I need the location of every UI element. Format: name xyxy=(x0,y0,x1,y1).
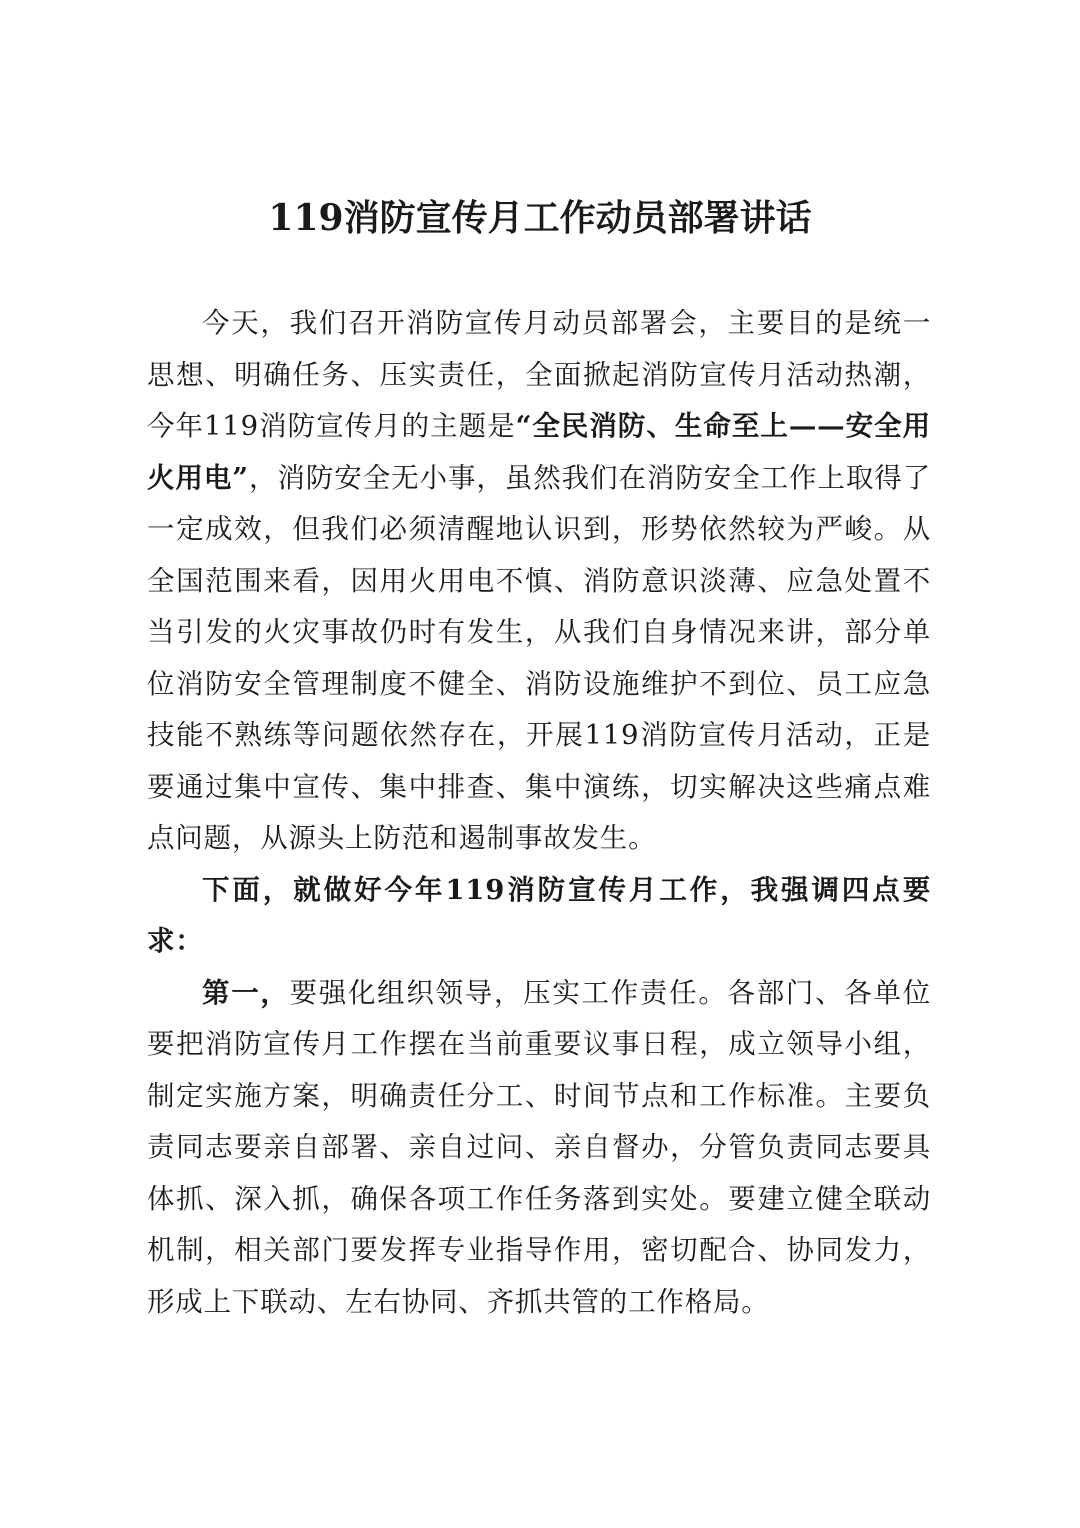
document-title: 119消防宣传月工作动员部署讲话 xyxy=(268,197,812,239)
campaign-theme: “全民消防、生命至上——安全用火用电” xyxy=(147,410,931,494)
intro-rest-text: ，消防安全无小事，虽然我们在消防安全工作上取得了一定成效，但我们必须清醒地认识到，形势依然较为严峻。从全国范围来看，因用火用电不慎、消防意识淡薄、应急处置不当引发的火灾事故仍时有发生，从我们自身情况来讲，部分单位消防安全管理制度不健全、消防设施维护不到位、员工应急技能不熟练等问题依然存在，开展119消防宣传月活动，正是要通过集中宣传、集中排查、集中演练，切实解决这些痛点难点问题，从源头上防范和遏制事故发生。 xyxy=(147,461,931,854)
intro-lead-text: 今天，我们召开消防宣传月动员部署会，主要目的是统一思想、明确任务、压实责任，全面掀起消防宣传月活动热潮，今年119消防宣传月的主题是 xyxy=(147,307,931,442)
paragraph-intro xyxy=(147,298,931,865)
paragraph-first-point xyxy=(147,968,931,1329)
first-point-label: 第一， xyxy=(202,976,290,1009)
document-body xyxy=(147,298,931,1328)
first-point-text: 要强化组织领导，压实工作责任。各部门、各单位要把消防宣传月工作摆在当前重要议事日程，成立领导小组，制定实施方案，明确责任分工、时间节点和工作标准。主要负责同志要亲自部署、亲自过问、亲自督办，分管负责同志要具体抓、深入抓，确保各项工作任务落到实处。要建立健全联动机制，相关部门要发挥专业指导作用，密切配合、协同发力，形成上下联动、左右协同、齐抓共管的工作格局。 xyxy=(147,976,931,1318)
paragraph-requirements-intro: 下面，就做好今年119消防宣传月工作，我强调四点要求： xyxy=(147,873,931,957)
